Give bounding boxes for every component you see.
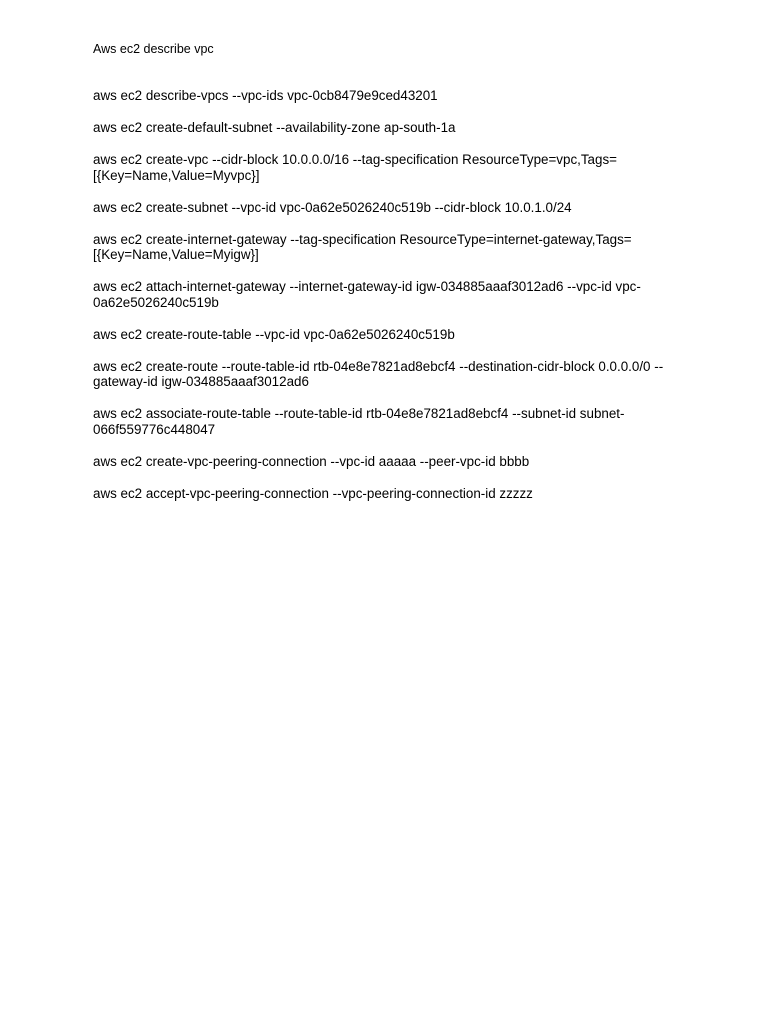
command-line-attach-internet-gateway: aws ec2 attach-internet-gateway --internet-gateway-id igw-034885aaaf3012ad6 --vpc-id vpc-0a62e5026240c519b	[93, 279, 641, 310]
command-line-describe-vpcs: aws ec2 describe-vpcs --vpc-ids vpc-0cb8479e9ced43201	[93, 88, 438, 103]
command-list	[93, 88, 683, 518]
command-line-create-route: aws ec2 create-route --route-table-id rtb-04e8e7821ad8ebcf4 --destination-cidr-block 0.0.0.0/0 --gateway-id igw-034885aaaf3012ad6	[93, 358, 664, 389]
command-line-create-internet-gateway: aws ec2 create-internet-gateway --tag-specification ResourceType=internet-gateway,Tags=[{Key=Name,Value=Myigw}]	[93, 231, 632, 262]
command-line-create-vpc: aws ec2 create-vpc --cidr-block 10.0.0.0/16 --tag-specification ResourceType=vpc,Tags=[{Key=Name,Value=Myvpc}]	[93, 152, 617, 183]
document-title: Aws ec2 describe vpc	[93, 42, 214, 56]
command-line-create-default-subnet: aws ec2 create-default-subnet --availability-zone ap-south-1a	[93, 120, 456, 135]
command-line-create-vpc-peering: aws ec2 create-vpc-peering-connection --vpc-id aaaaa --peer-vpc-id bbbb	[93, 453, 530, 469]
command-line-create-subnet: aws ec2 create-subnet --vpc-id vpc-0a62e5026240c519b --cidr-block 10.0.1.0/24	[93, 199, 572, 215]
command-line-accept-vpc-peering: aws ec2 accept-vpc-peering-connection --vpc-peering-connection-id zzzzz	[93, 485, 533, 501]
command-line-create-route-table: aws ec2 create-route-table --vpc-id vpc-0a62e5026240c519b	[93, 326, 455, 342]
command-line-associate-route-table: aws ec2 associate-route-table --route-table-id rtb-04e8e7821ad8ebcf4 --subnet-id subnet-066f559776c448047	[93, 406, 625, 437]
